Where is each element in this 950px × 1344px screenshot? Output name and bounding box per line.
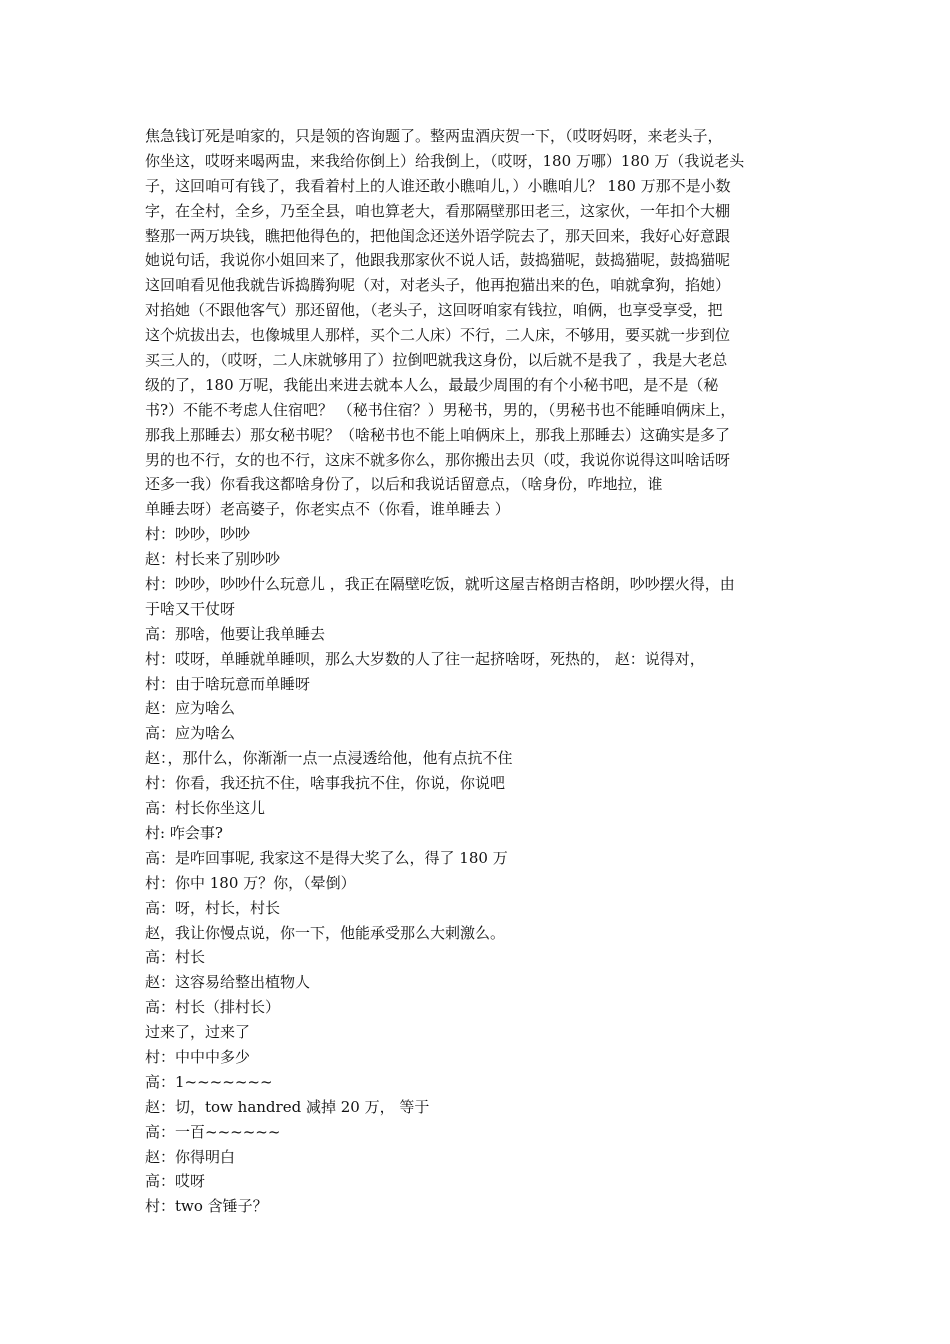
text-line: 村：哎呀，单睡就单睡呗，那么大岁数的人了往一起挤啥呀，死热的， 赵：说得对， — [145, 649, 705, 668]
text-line: 单睡去呀）老高婆子，你老实点不（你看，谁单睡去 ） — [145, 500, 510, 519]
text-line: 赵：这容易给整出植物人 — [145, 973, 311, 992]
text-line: 高：村长 — [145, 948, 206, 967]
text-line: 高：村长你坐这儿 — [145, 799, 266, 818]
text-line: 高：呀，村长，村长 — [145, 898, 281, 917]
text-line: 她说句话，我说你小姐回来了，他跟我那家伙不说人话，鼓捣猫呢，鼓捣猫呢，鼓捣猫呢 — [145, 251, 731, 270]
text-line: 于啥又干仗呀 — [145, 599, 236, 618]
text-line: 过来了，过来了 — [145, 1023, 251, 1042]
text-line: 赵：，那什么，你渐渐一点一点浸透给他，他有点抗不住 — [145, 749, 513, 768]
text-line: 字，在全村，全乡，乃至全县，咱也算老大，看那隔壁那田老三，这家伙，一年扣个大棚 — [145, 201, 731, 220]
text-line: 赵：你得明白 — [145, 1147, 236, 1166]
text-line: 村：你看，我还抗不住，啥事我抗不住，你说，你说吧 — [145, 774, 506, 793]
text-line: 那我上那睡去）那女秘书呢？（啥秘书也不能上咱俩床上，那我上那睡去）这确实是多了 — [145, 425, 731, 444]
text-line: 书?）不能不考虑人住宿吧？ （秘书住宿？）男秘书，男的，（男秘书也不能睡咱俩床上， — [145, 400, 736, 419]
text-line: 村：你中 180 万？你，（晕倒） — [145, 873, 356, 892]
text-line: 赵：村长来了别吵吵 — [145, 550, 281, 569]
text-line: 高：应为啥么 — [145, 724, 236, 743]
text-line: 焦急钱订死是咱家的，只是领的咨询题了。整两盅酒庆贺一下，（哎呀妈呀，来老头子， — [145, 127, 723, 145]
text-line: 高：1~~~~~~~ — [145, 1072, 273, 1091]
text-line: 对掐她（不跟他客气）那还留他，（老头子，这回呀咱家有钱拉，咱俩，也享受享受，把 — [145, 301, 723, 320]
text-line: 村：吵吵，吵吵 — [145, 525, 251, 544]
text-line: 高：村长（排村长） — [145, 998, 281, 1017]
text-line: 级的了，180 万呢，我能出来进去就本人么，最最少周围的有个小秘书吧，是不是（秘 — [145, 375, 719, 394]
text-line: 买三人的，（哎呀，二人床就够用了）拉倒吧就我这身份，以后就不是我了 ，我是大老总 — [145, 351, 728, 370]
text-line: 村：由于啥玩意而单睡呀 — [145, 674, 311, 693]
text-line: 整那一两万块钱，瞧把他得色的，把他闺念还送外语学院去了，那天回来，我好心好意跟 — [145, 226, 731, 245]
text-line: 高：那啥，他要让我单睡去 — [145, 624, 326, 643]
text-line: 子，这回咱可有钱了，我看着村上的人谁还敢小瞧咱儿，）小瞧咱儿？ 180 万那不是小数 — [145, 176, 731, 195]
text-line: 赵，我让你慢点说，你一下，他能承受那么大刺激么。 — [145, 923, 506, 942]
text-line: 这回咱看见他我就告诉捣腾狗呢（对，对老头子，他再抱猫出来的色，咱就拿狗，掐她） — [145, 276, 731, 295]
text-line: 村：中中中多少 — [145, 1047, 251, 1066]
text-line: 高：是咋回事呢, 我家这不是得大奖了么，得了 180 万 — [145, 848, 508, 867]
text-line: 高：哎呀 — [145, 1172, 206, 1191]
text-line: 高：一百~~~~~~ — [145, 1122, 281, 1141]
text-line: 村：two 含锤子？ — [145, 1197, 268, 1216]
text-line: 这个炕拔出去，也像城里人那样，买个二人床）不行，二人床，不够用，要买就一步到位 — [145, 326, 731, 345]
text-line: 赵：应为啥么 — [145, 699, 236, 718]
text-line: 村：吵吵，吵吵什么玩意儿 ，我正在隔壁吃饭，就听这屋吉格朗吉格朗，吵吵摆火得，由 — [145, 575, 735, 594]
text-line: 你坐这，哎呀来喝两盅，来我给你倒上）给我倒上，（哎呀，180 万哪）180 万（我说老头 — [145, 151, 745, 170]
text-line: 村: 咋会事? — [145, 823, 223, 842]
text-line: 还多一我）你看我这都啥身份了，以后和我说话留意点，（啥身份，咋地拉，谁 — [145, 475, 663, 494]
document-page — [145, 124, 825, 1219]
text-line: 赵：切，tow handred 减掉 20 万， 等于 — [145, 1097, 430, 1116]
text-line: 男的也不行，女的也不行，这床不就多你么，那你搬出去贝（哎，我说你说得这叫啥话呀 — [145, 450, 731, 469]
